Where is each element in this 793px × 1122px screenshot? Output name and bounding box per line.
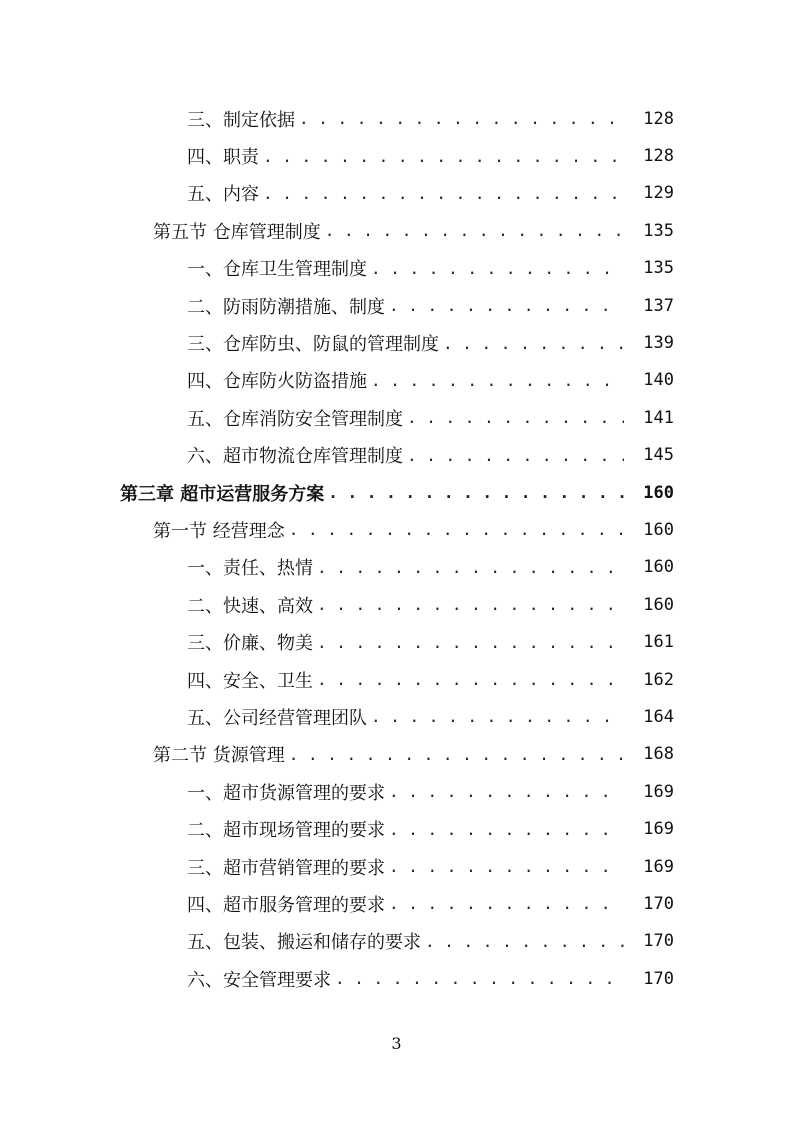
toc-dot-leader: [299, 109, 624, 128]
toc-entry-page: 169: [643, 781, 674, 802]
toc-entry-title: 五、公司经营管理团队: [187, 707, 367, 729]
toc-entry-item[interactable]: [0, 623, 793, 660]
toc-entry-title: 四、职责: [187, 147, 259, 169]
toc-entry-page: 137: [643, 295, 674, 316]
toc-entry-title: 四、安全、卫生: [187, 670, 313, 692]
table-of-contents: [0, 100, 793, 997]
toc-entry-item[interactable]: [0, 175, 793, 212]
toc-entry-page: 170: [643, 931, 674, 952]
toc-entry-item[interactable]: [0, 848, 793, 885]
toc-entry-page: 140: [643, 370, 674, 391]
toc-entry-page: 162: [643, 669, 674, 690]
page-number: 3: [391, 1034, 402, 1053]
toc-entry-page: 168: [643, 744, 674, 765]
toc-entry-section[interactable]: [0, 511, 793, 548]
toc-dot-leader: [407, 408, 624, 427]
toc-dot-leader: [389, 820, 624, 839]
toc-entry-page: 170: [643, 893, 674, 914]
toc-entry-page: 169: [643, 819, 674, 840]
toc-entry-page: 169: [643, 856, 674, 877]
toc-entry-item[interactable]: [0, 923, 793, 960]
toc-entry-item[interactable]: [0, 698, 793, 735]
toc-dot-leader: [389, 296, 624, 315]
toc-entry-title: 四、仓库防火防盗措施: [187, 371, 367, 393]
toc-entry-section[interactable]: [0, 736, 793, 773]
toc-entry-title: 三、制定依据: [187, 109, 295, 131]
toc-entry-page: 141: [643, 407, 674, 428]
toc-entry-title: 五、内容: [187, 184, 259, 206]
toc-entry-item[interactable]: [0, 137, 793, 174]
toc-entry-item[interactable]: [0, 250, 793, 287]
toc-dot-leader: [317, 670, 624, 689]
toc-entry-title: 第三章 超市运营服务方案: [120, 483, 325, 505]
toc-entry-item[interactable]: [0, 287, 793, 324]
toc-entry-item[interactable]: [0, 100, 793, 137]
toc-entry-page: 128: [643, 146, 674, 167]
toc-entry-title: 第五节 仓库管理制度: [153, 221, 321, 243]
toc-entry-page: 160: [643, 557, 674, 578]
toc-entry-title: 五、仓库消防安全管理制度: [187, 408, 403, 430]
toc-entry-title: 三、价廉、物美: [187, 633, 313, 655]
toc-entry-chapter[interactable]: [0, 474, 793, 511]
toc-entry-page: 160: [643, 594, 674, 615]
toc-entry-page: 135: [643, 258, 674, 279]
toc-entry-page: 170: [643, 968, 674, 989]
toc-dot-leader: [371, 707, 624, 726]
toc-entry-title: 二、防雨防潮措施、制度: [187, 296, 385, 318]
toc-entry-title: 第二节 货源管理: [153, 745, 285, 767]
toc-entry-page: 160: [643, 482, 674, 503]
toc-entry-page: 164: [643, 706, 674, 727]
toc-entry-section[interactable]: [0, 212, 793, 249]
toc-dot-leader: [389, 894, 624, 913]
toc-entry-page: 129: [643, 183, 674, 204]
toc-dot-leader: [443, 334, 624, 353]
toc-entry-page: 145: [643, 445, 674, 466]
toc-entry-item[interactable]: [0, 549, 793, 586]
toc-entry-title: 三、仓库防虫、防鼠的管理制度: [187, 334, 439, 356]
toc-entry-title: 第一节 经营理念: [153, 520, 285, 542]
toc-entry-item[interactable]: [0, 960, 793, 997]
toc-dot-leader: [389, 782, 624, 801]
toc-entry-title: 三、超市营销管理的要求: [187, 857, 385, 879]
toc-entry-page: 128: [643, 108, 674, 129]
toc-entry-item[interactable]: [0, 773, 793, 810]
toc-entry-page: 135: [643, 220, 674, 241]
toc-entry-title: 六、超市物流仓库管理制度: [187, 446, 403, 468]
toc-entry-item[interactable]: [0, 661, 793, 698]
toc-entry-item[interactable]: [0, 885, 793, 922]
toc-entry-item[interactable]: [0, 399, 793, 436]
toc-entry-title: 二、快速、高效: [187, 595, 313, 617]
toc-dot-leader: [289, 520, 624, 539]
toc-entry-item[interactable]: [0, 437, 793, 474]
toc-entry-item[interactable]: [0, 324, 793, 361]
toc-dot-leader: [317, 633, 624, 652]
toc-entry-title: 二、超市现场管理的要求: [187, 820, 385, 842]
toc-dot-leader: [263, 184, 624, 203]
toc-entry-item[interactable]: [0, 586, 793, 623]
toc-entry-page: 139: [643, 333, 674, 354]
toc-entry-title: 四、超市服务管理的要求: [187, 894, 385, 916]
toc-entry-item[interactable]: [0, 810, 793, 847]
toc-dot-leader: [371, 259, 624, 278]
toc-dot-leader: [335, 969, 624, 988]
toc-dot-leader: [328, 483, 624, 502]
toc-dot-leader: [371, 371, 624, 390]
toc-entry-title: 五、包装、搬运和储存的要求: [187, 932, 421, 954]
toc-entry-page: 161: [643, 632, 674, 653]
toc-dot-leader: [317, 595, 624, 614]
toc-dot-leader: [263, 147, 624, 166]
toc-entry-item[interactable]: [0, 362, 793, 399]
toc-dot-leader: [389, 857, 624, 876]
toc-entry-title: 一、责任、热情: [187, 558, 313, 580]
toc-dot-leader: [425, 932, 624, 951]
toc-entry-title: 一、仓库卫生管理制度: [187, 259, 367, 281]
toc-dot-leader: [317, 558, 624, 577]
toc-entry-title: 六、安全管理要求: [187, 969, 331, 991]
toc-entry-page: 160: [643, 519, 674, 540]
toc-dot-leader: [289, 745, 624, 764]
toc-dot-leader: [407, 446, 624, 465]
toc-entry-title: 一、超市货源管理的要求: [187, 782, 385, 804]
toc-dot-leader: [325, 221, 624, 240]
